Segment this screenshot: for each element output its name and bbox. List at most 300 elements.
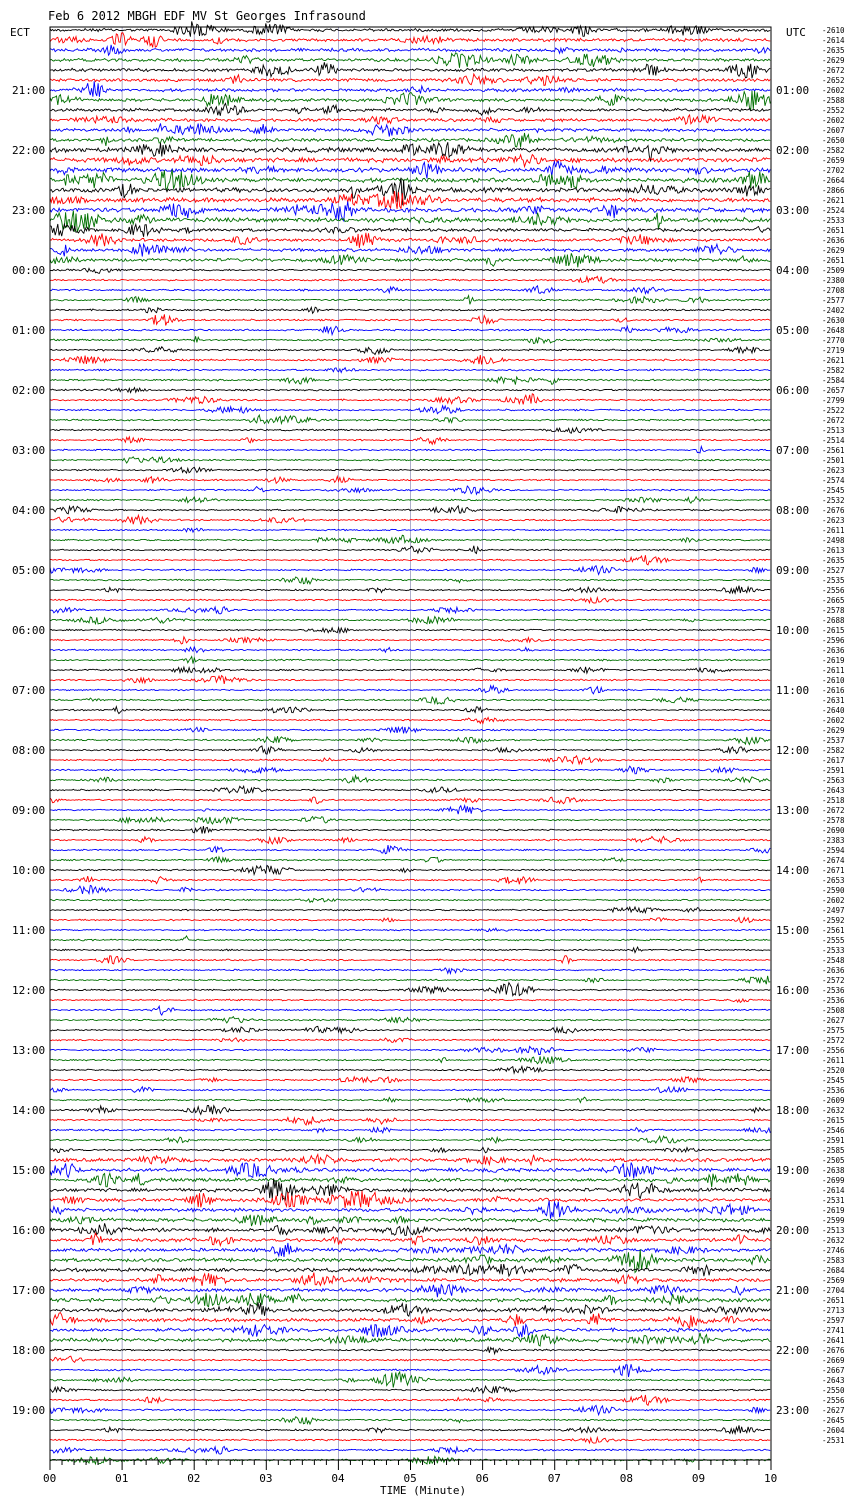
trace-count-label: -2719: [822, 346, 845, 355]
trace-line: [50, 1293, 770, 1307]
chart-title: Feb 6 2012 MBGH EDF MV St Georges Infrasound: [48, 9, 366, 23]
right-time-label: 19:00: [776, 1164, 810, 1177]
trace-line: [50, 797, 770, 804]
trace-count-label: -2602: [822, 896, 845, 905]
trace-count-label: -2596: [822, 636, 845, 645]
trace-count-label: -2537: [822, 736, 845, 745]
trace-line: [50, 907, 770, 913]
trace-line: [50, 1026, 770, 1033]
trace-line: [50, 817, 770, 824]
trace-count-label: -2536: [822, 1086, 845, 1095]
trace-count-label: -2623: [822, 466, 845, 475]
trace-line: [50, 1285, 770, 1298]
trace-count-label: -2531: [822, 1196, 845, 1205]
trace-line: [50, 598, 770, 603]
trace-line: [50, 836, 770, 844]
trace-count-label: -2552: [822, 106, 845, 115]
right-time-label: 20:00: [776, 1224, 810, 1237]
trace-count-label: -2708: [822, 286, 845, 295]
trace-line: [50, 1438, 770, 1444]
trace-count-label: -2545: [822, 1076, 845, 1085]
trace-line: [50, 776, 770, 784]
trace-line: [50, 1006, 770, 1015]
trace-count-label: -2636: [822, 236, 845, 245]
trace-count-label: -2632: [822, 1106, 845, 1115]
trace-line: [50, 983, 770, 996]
right-time-label: 09:00: [776, 564, 810, 577]
left-time-label: 16:00: [12, 1224, 46, 1237]
x-tick-label: 05: [403, 1472, 417, 1485]
trace-count-label: -2514: [822, 436, 845, 445]
trace-count-label: -2520: [822, 1066, 845, 1075]
trace-count-label: -2572: [822, 1036, 845, 1045]
left-time-label: 17:00: [12, 1284, 46, 1297]
trace-line: [50, 1347, 770, 1353]
trace-count-label: -2604: [822, 1426, 845, 1435]
trace-line: [50, 546, 770, 554]
trace-line: [50, 142, 770, 161]
trace-line: [50, 347, 770, 355]
trace-count-label: -2597: [822, 1316, 845, 1325]
trace-line: [50, 211, 770, 233]
trace-count-label: -2676: [822, 1346, 845, 1355]
trace-line: [50, 161, 770, 178]
trace-line: [50, 1364, 770, 1377]
x-tick-label: 10: [764, 1472, 778, 1485]
trace-count-label: -2627: [822, 1406, 845, 1415]
trace-line: [50, 1223, 770, 1235]
trace-line: [50, 368, 770, 373]
right-time-label: 02:00: [776, 144, 810, 157]
trace-line: [50, 1106, 770, 1115]
trace-count-label: -2635: [822, 556, 845, 565]
trace-line: [50, 1066, 770, 1073]
trace-count-label: -2623: [822, 516, 845, 525]
trace-count-label: -2866: [822, 186, 845, 195]
right-time-label: 11:00: [776, 684, 810, 697]
trace-count-label: -2621: [822, 196, 845, 205]
trace-line: [50, 224, 770, 237]
trace-count-label: -2657: [822, 386, 845, 395]
right-time-label: 03:00: [776, 204, 810, 217]
trace-count-label: -2578: [822, 606, 845, 615]
trace-line: [50, 394, 770, 405]
trace-line: [50, 1313, 770, 1329]
trace-line: [50, 415, 770, 423]
trace-count-label: -2548: [822, 956, 845, 965]
trace-count-label: -2611: [822, 666, 845, 675]
trace-line: [50, 918, 770, 923]
left-time-label: 04:00: [12, 504, 46, 517]
right-time-labels: [776, 84, 809, 1417]
trace-count-label: -2590: [822, 886, 845, 895]
trace-count-label: -2508: [822, 1006, 845, 1015]
trace-line: [50, 1325, 770, 1338]
trace-count-label: -2653: [822, 876, 845, 885]
trace-count-label: -2380: [822, 276, 845, 285]
left-time-label: 10:00: [12, 864, 46, 877]
trace-line: [50, 1386, 770, 1393]
trace-count-label: -2713: [822, 1306, 845, 1315]
trace-count-label: -2616: [822, 686, 845, 695]
trace-line: [50, 286, 770, 294]
trace-count-label: -2651: [822, 256, 845, 265]
trace-count-label: -2546: [822, 1126, 845, 1135]
trace-line: [50, 968, 770, 974]
trace-count-label: -2672: [822, 806, 845, 815]
right-time-label: 12:00: [776, 744, 810, 757]
trace-count-label: -2497: [822, 906, 845, 915]
left-time-label: 02:00: [12, 384, 46, 397]
right-time-label: 15:00: [776, 924, 810, 937]
trace-line: [50, 1163, 770, 1179]
trace-line: [50, 876, 770, 884]
trace-count-label: -2615: [822, 626, 845, 635]
trace-line: [50, 355, 770, 365]
trace-line: [50, 123, 770, 136]
left-time-label: 13:00: [12, 1044, 46, 1057]
trace-count-label: -2613: [822, 546, 845, 555]
trace-count-label: -2563: [822, 776, 845, 785]
trace-line: [50, 115, 770, 124]
trace-line: [50, 707, 770, 714]
trace-count-label: -2704: [822, 1286, 845, 1295]
trace-line: [50, 377, 770, 385]
trace-count-label: -2629: [822, 56, 845, 65]
trace-count-label: -2545: [822, 486, 845, 495]
trace-count-label: -2569: [822, 1276, 845, 1285]
trace-line: [50, 1046, 770, 1054]
trace-line: [50, 1087, 770, 1093]
trace-count-label: -2609: [822, 1096, 845, 1105]
trace-count-label: -2509: [822, 266, 845, 275]
trace-count-label: -2610: [822, 26, 845, 35]
x-axis-title: TIME (Minute): [380, 1484, 467, 1497]
left-time-label: 21:00: [12, 84, 46, 97]
trace-count-label: -2636: [822, 646, 845, 655]
trace-line: [50, 756, 770, 764]
trace-count-label: -2629: [822, 246, 845, 255]
trace-line: [50, 628, 770, 633]
trace-count-label: -2669: [822, 1356, 845, 1365]
trace-count-label: -2575: [822, 1026, 845, 1035]
trace-line: [50, 314, 770, 325]
trace-count-label: -2591: [822, 766, 845, 775]
trace-count-label: -2498: [822, 536, 845, 545]
trace-line: [50, 1191, 770, 1208]
trace-line: [50, 1417, 770, 1424]
right-time-label: 16:00: [776, 984, 810, 997]
x-tick-label: 00: [43, 1472, 57, 1485]
trace-count-labels: [822, 26, 845, 1445]
trace-line: [50, 1097, 770, 1102]
trace-count-label: -2533: [822, 946, 845, 955]
trace-line: [50, 866, 770, 875]
trace-line: [50, 566, 770, 575]
trace-line: [50, 845, 770, 854]
left-time-label: 01:00: [12, 324, 46, 337]
trace-line: [50, 515, 770, 524]
trace-line: [50, 253, 770, 267]
trace-count-label: -2588: [822, 96, 845, 105]
trace-line: [50, 21, 770, 36]
trace-count-label: -2630: [822, 316, 845, 325]
trace-line: [50, 1117, 770, 1126]
right-axis-label: UTC: [786, 26, 806, 39]
trace-line: [50, 999, 770, 1003]
trace-count-label: -2536: [822, 996, 845, 1005]
trace-line: [50, 1273, 770, 1286]
trace-count-label: -2556: [822, 586, 845, 595]
trace-line: [50, 1128, 770, 1133]
left-time-label: 07:00: [12, 684, 46, 697]
trace-line: [50, 1356, 770, 1362]
left-time-label: 22:00: [12, 144, 46, 157]
trace-line: [50, 1233, 770, 1245]
trace-line: [50, 586, 770, 594]
left-axis-label: ECT: [10, 26, 30, 39]
trace-line: [50, 607, 770, 614]
trace-line: [50, 1056, 770, 1063]
trace-count-label: -2582: [822, 146, 845, 155]
trace-count-label: -2584: [822, 376, 845, 385]
trace-count-label: -2585: [822, 1146, 845, 1155]
trace-count-label: -2645: [822, 1416, 845, 1425]
trace-count-label: -2607: [822, 126, 845, 135]
trace-line: [50, 497, 770, 504]
right-time-label: 13:00: [776, 804, 810, 817]
trace-count-label: -2770: [822, 336, 845, 345]
trace-line: [50, 947, 770, 953]
trace-line: [50, 806, 770, 815]
trace-count-label: -2643: [822, 786, 845, 795]
trace-count-label: -2610: [822, 676, 845, 685]
trace-count-label: -2651: [822, 226, 845, 235]
trace-count-label: -2641: [822, 1336, 845, 1345]
trace-line: [50, 476, 770, 483]
trace-line: [50, 1077, 770, 1083]
trace-line: [50, 1395, 770, 1405]
trace-count-label: -2671: [822, 866, 845, 875]
x-tick-label: 07: [547, 1472, 561, 1485]
left-time-label: 05:00: [12, 564, 46, 577]
trace-count-label: -2594: [822, 846, 845, 855]
trace-line: [50, 1136, 770, 1143]
trace-line: [50, 437, 770, 445]
trace-count-label: -2619: [822, 656, 845, 665]
trace-line: [50, 1372, 770, 1388]
trace-count-label: -2674: [822, 856, 845, 865]
trace-line: [50, 103, 770, 115]
trace-line: [50, 746, 770, 754]
right-time-label: 14:00: [776, 864, 810, 877]
trace-count-label: -2629: [822, 726, 845, 735]
right-time-label: 17:00: [776, 1044, 810, 1057]
trace-line: [50, 170, 770, 190]
trace-count-label: -2611: [822, 526, 845, 535]
trace-count-label: -2602: [822, 116, 845, 125]
right-time-label: 01:00: [776, 84, 810, 97]
trace-line: [50, 91, 770, 111]
trace-line: [50, 155, 770, 167]
left-time-label: 11:00: [12, 924, 46, 937]
trace-line: [50, 657, 770, 664]
trace-line: [50, 1038, 770, 1043]
trace-line: [50, 826, 770, 833]
trace-count-label: -2561: [822, 446, 845, 455]
trace-count-label: -2659: [822, 156, 845, 165]
trace-line: [50, 74, 770, 85]
trace-count-label: -2505: [822, 1156, 845, 1165]
trace-line: [50, 976, 770, 984]
trace-line: [50, 1173, 770, 1187]
trace-line: [50, 62, 770, 78]
trace-line: [50, 727, 770, 733]
trace-count-label: -2582: [822, 366, 845, 375]
x-tick-label: 09: [691, 1472, 706, 1485]
trace-line: [50, 33, 770, 48]
trace-line: [50, 45, 770, 55]
trace-count-label: -2577: [822, 296, 845, 305]
trace-count-label: -2614: [822, 36, 845, 45]
trace-count-label: -2631: [822, 696, 845, 705]
trace-count-label: -2561: [822, 926, 845, 935]
trace-count-label: -2578: [822, 816, 845, 825]
trace-line: [50, 637, 770, 644]
trace-count-label: -2533: [822, 216, 845, 225]
trace-line: [50, 647, 770, 653]
trace-count-label: -2702: [822, 166, 845, 175]
trace-line: [50, 1155, 770, 1165]
right-time-label: 18:00: [776, 1104, 810, 1117]
trace-line: [50, 506, 770, 514]
trace-line: [50, 857, 770, 863]
trace-count-label: -2650: [822, 136, 845, 145]
trace-count-label: -2652: [822, 76, 845, 85]
trace-count-label: -2513: [822, 1226, 845, 1235]
trace-count-label: -2741: [822, 1326, 845, 1335]
trace-count-label: -2614: [822, 1186, 845, 1195]
trace-line: [50, 766, 770, 774]
trace-line: [50, 447, 770, 454]
x-tick-label: 08: [619, 1472, 634, 1485]
trace-line: [50, 555, 770, 565]
trace-line: [50, 617, 770, 624]
trace-line: [50, 736, 770, 744]
trace-count-label: -2513: [822, 426, 845, 435]
trace-count-label: -2746: [822, 1246, 845, 1255]
trace-count-label: -2664: [822, 176, 845, 185]
left-time-label: 15:00: [12, 1164, 46, 1177]
trace-count-label: -2602: [822, 86, 845, 95]
left-time-label: 14:00: [12, 1104, 46, 1117]
x-axis-ticks: [43, 1460, 777, 1485]
trace-count-label: -2535: [822, 576, 845, 585]
trace-line: [50, 686, 770, 694]
trace-count-label: -2688: [822, 616, 845, 625]
trace-line: [50, 717, 770, 723]
trace-line: [50, 406, 770, 414]
trace-line: [50, 1405, 770, 1414]
trace-line: [50, 1425, 770, 1433]
trace-line: [50, 1178, 770, 1200]
trace-line: [50, 388, 770, 393]
trace-count-label: -2632: [822, 1236, 845, 1245]
trace-count-label: -2611: [822, 1056, 845, 1065]
trace-count-label: -2402: [822, 306, 845, 315]
left-time-label: 00:00: [12, 264, 46, 277]
trace-count-label: -2555: [822, 936, 845, 945]
trace-line: [50, 268, 770, 273]
trace-line: [50, 1302, 770, 1316]
trace-line: [50, 1333, 770, 1346]
trace-line: [50, 486, 770, 494]
trace-line: [50, 1215, 770, 1226]
trace-count-label: -2627: [822, 1016, 845, 1025]
trace-count-label: -2672: [822, 66, 845, 75]
trace-line: [50, 276, 770, 283]
left-time-label: 23:00: [12, 204, 46, 217]
trace-count-label: -2621: [822, 356, 845, 365]
trace-count-label: -2699: [822, 1176, 845, 1185]
trace-count-label: -2556: [822, 1046, 845, 1055]
trace-count-label: -2550: [822, 1386, 845, 1395]
trace-count-label: -2684: [822, 1266, 845, 1275]
trace-count-label: -2638: [822, 1166, 845, 1175]
trace-count-label: -2531: [822, 1436, 845, 1445]
left-time-label: 09:00: [12, 804, 46, 817]
trace-count-label: -2574: [822, 476, 845, 485]
trace-line: [50, 577, 770, 584]
trace-count-label: -2643: [822, 1376, 845, 1385]
right-time-label: 08:00: [776, 504, 810, 517]
trace-count-label: -2619: [822, 1206, 845, 1215]
trace-count-label: -2556: [822, 1396, 845, 1405]
trace-count-label: -2522: [822, 406, 845, 415]
left-time-label: 03:00: [12, 444, 46, 457]
trace-count-label: -2602: [822, 716, 845, 725]
x-tick-label: 02: [187, 1472, 201, 1485]
trace-count-label: -2676: [822, 506, 845, 515]
trace-line: [50, 326, 770, 334]
trace-line: [50, 667, 770, 673]
right-time-label: 21:00: [776, 1284, 810, 1297]
trace-count-label: -2536: [822, 986, 845, 995]
right-time-label: 06:00: [776, 384, 810, 397]
trace-count-label: -2591: [822, 1136, 845, 1145]
trace-line: [50, 697, 770, 704]
trace-count-label: -2599: [822, 1216, 845, 1225]
trace-line: [50, 428, 770, 434]
trace-line: [50, 898, 770, 902]
trace-count-label: -2572: [822, 976, 845, 985]
trace-count-label: -2532: [822, 496, 845, 505]
x-tick-label: 04: [331, 1472, 345, 1485]
trace-count-label: -2617: [822, 756, 845, 765]
left-time-label: 19:00: [12, 1404, 46, 1417]
trace-count-label: -2665: [822, 596, 845, 605]
trace-count-label: -2690: [822, 826, 845, 835]
trace-line: [50, 1201, 770, 1219]
right-time-label: 07:00: [776, 444, 810, 457]
trace-count-label: -2583: [822, 1256, 845, 1265]
x-tick-label: 03: [259, 1472, 273, 1485]
trace-line: [50, 535, 770, 544]
left-time-label: 18:00: [12, 1344, 46, 1357]
trace-line: [50, 1017, 770, 1024]
minute-gridlines: [122, 27, 699, 1460]
right-time-label: 10:00: [776, 624, 810, 637]
